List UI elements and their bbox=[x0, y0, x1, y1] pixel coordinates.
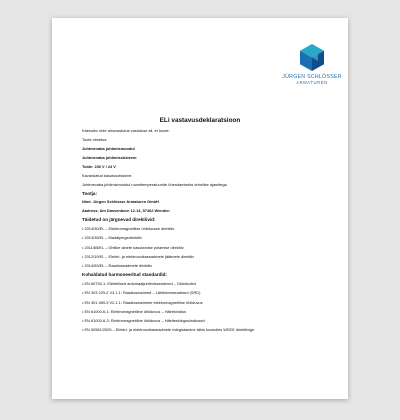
intro-text: Käesolev ohte ainuvastutus vastutuse all, et toode: bbox=[82, 128, 170, 133]
standards-heading: Kohaldatud harmoneeritud standardid: bbox=[82, 272, 167, 278]
standard-item: • EN 61000-6-3: Elektromagnetiline ühilduvus – Häiriteskiirgus/esitused bbox=[82, 319, 328, 324]
hexagon-cube-icon bbox=[300, 44, 324, 71]
purpose-text: Juhtmevaba juhtimismoodul ruumitemperatuuride ühendamiseks tehnilise ajamitega bbox=[82, 181, 227, 187]
directive-item: • 2012/19/EL – Elektri- ja elektroonikaseadmete jäätmete direktiiv bbox=[82, 255, 328, 260]
manufacturer-name: Nimi: Jürgen Schlösser Armaturen GmbH bbox=[82, 199, 159, 205]
purpose-label: Kavandatud kasutusotstarve: bbox=[82, 172, 133, 178]
standard-item: • EN 50581/2005 – Elektri- ja elektroonikaseadmete märgistamine tähis koosolles WEEE direktiivige bbox=[82, 328, 328, 333]
company-logo bbox=[282, 44, 342, 85]
directive-item: • 2014/30/EL – Elektromagnetilise ühilduvuse direktiiv bbox=[82, 227, 328, 232]
document-body bbox=[82, 129, 328, 338]
brand-subtitle: ARMATUREN bbox=[296, 80, 328, 85]
product-type: Juhtmevaba juhtimissüsteem bbox=[82, 154, 137, 160]
product-name-label: Toote nimetus: bbox=[82, 136, 108, 142]
document-page bbox=[52, 18, 348, 399]
directives-heading: Täidetud on järgnevad direktiivid: bbox=[82, 217, 156, 223]
directive-item: • 2011/65/EL – Ohtlike ainete kasutamise piiramise direktiiv bbox=[82, 246, 328, 251]
brand-name: JÜRGEN SCHLÖSSER bbox=[282, 74, 342, 80]
standard-item: • EN 61000-6-1: Elektromagnetiline ühilduvus – Häirekindlus bbox=[82, 310, 328, 315]
product-voltage: Toide: 230 V / 24 V bbox=[82, 163, 116, 169]
directive-item: • 2014/53/EL – Raadioseadmete direktiiv bbox=[82, 264, 328, 269]
directive-item: • 2014/35/EL – Madalpingedirektiiv bbox=[82, 236, 328, 241]
standard-item: • EN 303 229-2 V3.1.1: Raadioseadmed – Lähitoimeseadmed (SRD) bbox=[82, 291, 328, 296]
directives-list bbox=[82, 227, 328, 269]
standard-item: • EN 301 489-3 V2.1.1: Raadioseadmete elektromagnetiline ühilduvus bbox=[82, 301, 328, 306]
product-name: Juhtmevaba juhtimismoodul bbox=[82, 145, 135, 151]
manufacturer-heading: Tootja: bbox=[82, 190, 97, 196]
standards-list bbox=[82, 282, 328, 333]
manufacturer-address: Aadress: Am Dassenborn 12-14, 57462 Wenden bbox=[82, 208, 170, 214]
document-title: ELi vastavusdeklaratsioon bbox=[159, 117, 241, 124]
standard-item: • EN 60730-1: Elektrilised automaatjuhtimisseadmed – Üldnõuded bbox=[82, 282, 328, 287]
